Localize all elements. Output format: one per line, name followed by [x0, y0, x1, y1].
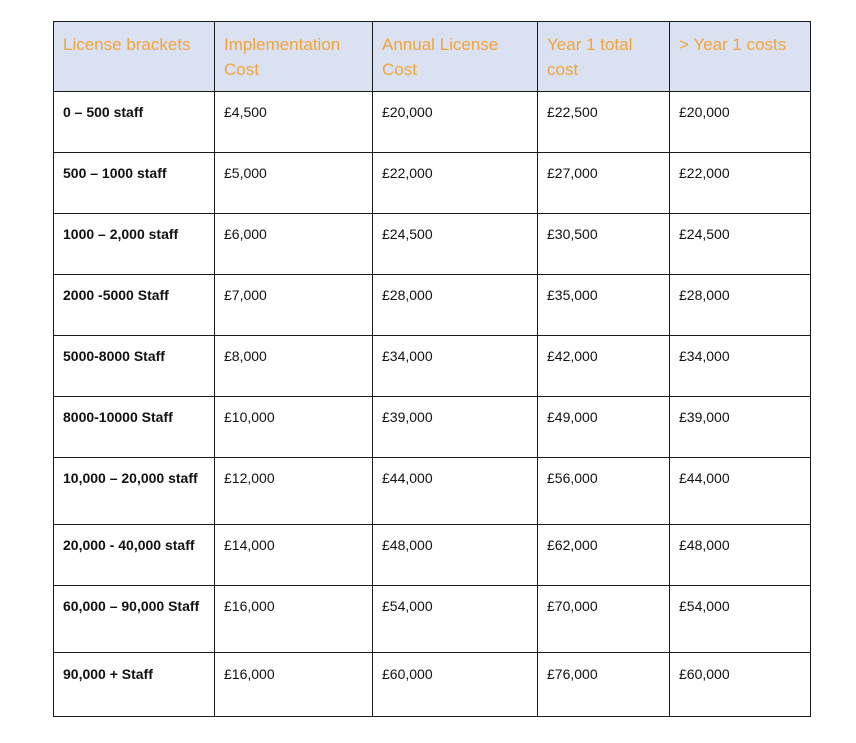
annual-license-cost-cell: £34,000	[373, 336, 538, 397]
after-year-1-costs-cell: £24,500	[670, 214, 811, 275]
annual-license-cost-cell: £20,000	[373, 92, 538, 153]
annual-license-cost-cell: £48,000	[373, 525, 538, 586]
license-bracket-cell: 1000 – 2,000 staff	[54, 214, 215, 275]
implementation-cost-cell: £6,000	[215, 214, 373, 275]
implementation-cost-cell: £7,000	[215, 275, 373, 336]
table-row	[54, 153, 811, 214]
after-year-1-costs-cell: £22,000	[670, 153, 811, 214]
implementation-cost-cell: £10,000	[215, 397, 373, 458]
column-header-implementation-cost: Implementation Cost	[215, 22, 373, 92]
license-bracket-cell: 10,000 – 20,000 staff	[54, 458, 215, 525]
after-year-1-costs-cell: £44,000	[670, 458, 811, 525]
after-year-1-costs-cell: £20,000	[670, 92, 811, 153]
implementation-cost-cell: £5,000	[215, 153, 373, 214]
annual-license-cost-cell: £54,000	[373, 586, 538, 653]
annual-license-cost-cell: £39,000	[373, 397, 538, 458]
annual-license-cost-cell: £28,000	[373, 275, 538, 336]
year-1-total-cost-cell: £76,000	[538, 653, 670, 717]
table-row	[54, 214, 811, 275]
table-row	[54, 336, 811, 397]
implementation-cost-cell: £16,000	[215, 653, 373, 717]
implementation-cost-cell: £12,000	[215, 458, 373, 525]
table-row	[54, 397, 811, 458]
annual-license-cost-cell: £44,000	[373, 458, 538, 525]
license-bracket-cell: 5000-8000 Staff	[54, 336, 215, 397]
table-row	[54, 458, 811, 525]
license-bracket-cell: 0 – 500 staff	[54, 92, 215, 153]
annual-license-cost-cell: £60,000	[373, 653, 538, 717]
column-header-year-1-total-cost: Year 1 total cost	[538, 22, 670, 92]
year-1-total-cost-cell: £27,000	[538, 153, 670, 214]
column-header-after-year-1-costs: > Year 1 costs	[670, 22, 811, 92]
after-year-1-costs-cell: £34,000	[670, 336, 811, 397]
table-row	[54, 586, 811, 653]
table-row	[54, 275, 811, 336]
license-bracket-cell: 20,000 - 40,000 staff	[54, 525, 215, 586]
license-pricing-table	[53, 21, 811, 717]
license-bracket-cell: 8000-10000 Staff	[54, 397, 215, 458]
year-1-total-cost-cell: £42,000	[538, 336, 670, 397]
after-year-1-costs-cell: £28,000	[670, 275, 811, 336]
implementation-cost-cell: £16,000	[215, 586, 373, 653]
year-1-total-cost-cell: £70,000	[538, 586, 670, 653]
implementation-cost-cell: £14,000	[215, 525, 373, 586]
table-row	[54, 525, 811, 586]
column-header-license-brackets: License brackets	[54, 22, 215, 92]
after-year-1-costs-cell: £48,000	[670, 525, 811, 586]
year-1-total-cost-cell: £56,000	[538, 458, 670, 525]
license-bracket-cell: 60,000 – 90,000 Staff	[54, 586, 215, 653]
year-1-total-cost-cell: £49,000	[538, 397, 670, 458]
year-1-total-cost-cell: £62,000	[538, 525, 670, 586]
annual-license-cost-cell: £24,500	[373, 214, 538, 275]
year-1-total-cost-cell: £22,500	[538, 92, 670, 153]
after-year-1-costs-cell: £39,000	[670, 397, 811, 458]
year-1-total-cost-cell: £30,500	[538, 214, 670, 275]
column-header-annual-license-cost: Annual License Cost	[373, 22, 538, 92]
table-header-row	[54, 22, 811, 92]
table-row	[54, 653, 811, 717]
license-bracket-cell: 90,000 + Staff	[54, 653, 215, 717]
table-row	[54, 92, 811, 153]
year-1-total-cost-cell: £35,000	[538, 275, 670, 336]
annual-license-cost-cell: £22,000	[373, 153, 538, 214]
license-bracket-cell: 2000 -5000 Staff	[54, 275, 215, 336]
after-year-1-costs-cell: £54,000	[670, 586, 811, 653]
implementation-cost-cell: £8,000	[215, 336, 373, 397]
after-year-1-costs-cell: £60,000	[670, 653, 811, 717]
license-bracket-cell: 500 – 1000 staff	[54, 153, 215, 214]
implementation-cost-cell: £4,500	[215, 92, 373, 153]
